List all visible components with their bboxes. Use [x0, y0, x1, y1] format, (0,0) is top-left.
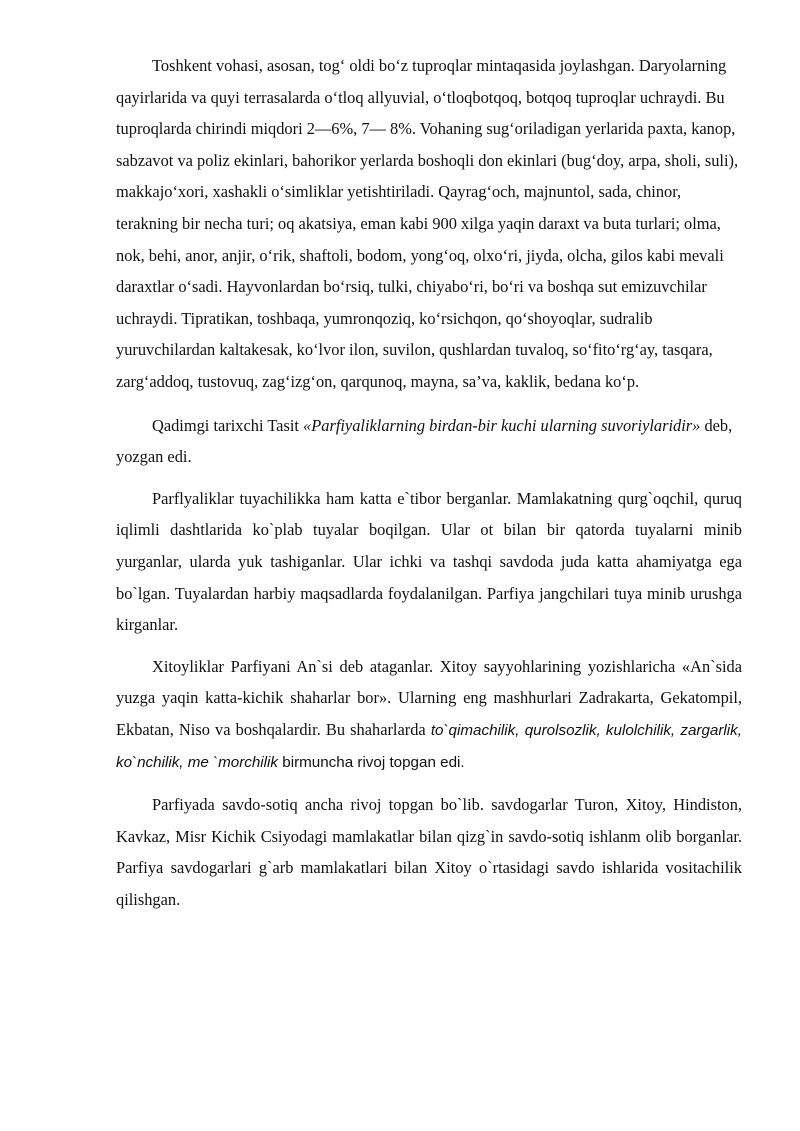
paragraph-toshkent-vohasi: Toshkent vohasi, asosan, tog‘ oldi bo‘z tuproqlar mintaqasida joylashgan. Daryolarning qayirlarida va quyi terrasalarda o‘tloq allyuvial, o‘tloqbotqoq, botqoq tuproqlar uchraydi. Bu tuproqlarda chirindi miqdori 2—6%, 7— 8%. Vohaning sug‘oriladigan yerlarida paxta, kanop, sabzavot va poliz ekinlari, bahorikor yerlarda boshoqli don ekinlari (bug‘doy, arpa, sholi, suli), makkajo‘xori, xashakli o‘simliklar yetishtiriladi. Qayrag‘och, majnuntol, sada, chinor, terakning bir necha turi; oq akatsiya, eman kabi 900 xilga yaqin daraxt va buta turlari; olma, nok, behi, anor, anjir, o‘rik, shaftoli, bodom, yong‘oq, olxo‘ri, jiyda, olcha, gilos kabi mevali daraxtlar o‘sadi. Hayvonlardan bo‘rsiq, tulki, chiyabo‘ri, bo‘ri va boshqa sut emizuvchilar uchraydi. Tipratikan, toshbaqa, yumronqoziq, ko‘rsichqon, qo‘shoyoqlar, sudralib yuruvchilardan kaltakesak, ko‘lvor ilon, suvilon, qushlardan tuvaloq, so‘fito‘rg‘ay, tasqara, zarg‘addoq, tustovuq, zag‘izg‘on, qarqunoq, mayna, sa’va, kaklik, bedana ko‘p. [116, 56, 739, 391]
paragraph-tasit-lead: Qadimgi tarixchi Tasit [152, 415, 304, 435]
document-page [116, 50, 742, 915]
paragraph-savdo-sotiq: Parfiyada savdo-sotiq ancha rivoj topgan bo`lib. savdogarlar Turon, Xitoy, Hindiston, Kavkaz, Misr Kichik Csiyodagi mamlakatlar bilan qizg`in savdo-sotiq ishlanm olib borganlar. Parfiya savdogarlari g`arb mamlakatlari bilan Xitoy o`rtasidagi savdo ishlarida vositachilik qilishgan. [116, 795, 742, 909]
paragraph-tuyachilik: Parflyaliklar tuyachilikka ham katta e`tibor berganlar. Mamlakatning qurg`oqchil, quruq iqlimli dashtlarida ko`plab tuyalar boqilgan. Ular ot bilan bir qatorda tuyalarni minib yurganlar, ularda yuk tashiganlar. Ular ichki va tashqi savdoda juda katta ahamiyatga ega bo`lgan. Tuyalardan harbiy maqsadlarda foydalanilgan. Parfiya jangchilari tuya minib urushga kirganlar. [116, 488, 742, 635]
paragraph-ansi-tail: birmuncha rivoj topgan edi. [278, 754, 465, 772]
tasit-quote-italic: «Parfiyaliklarning birdan-bir kuchi ularning suvoriylaridir» [303, 415, 701, 435]
crafts-list-italic: to`qimachilik, qurolsozlik, kulolchilik, zargarlik, ko`nchilik, me `morchilik [116, 721, 742, 772]
paragraph-tasit-tail: deb, yozgan edi. [116, 415, 733, 467]
paragraph-ansi-cities [116, 651, 742, 779]
paragraph-tasit-quote [116, 410, 742, 473]
paragraph-ansi-lead: Xitoyliklar Parfiyani An`si deb ataganlar. Xitoy sayyohlarining yozishlaricha «An`sida yuzga yaqin katta-kichik shaharlar bor». Ularning eng mashhurlari Zadrakarta, Gekatompil, Ekbatan, Niso va boshqalardir. Bu shaharlarda [116, 656, 742, 739]
